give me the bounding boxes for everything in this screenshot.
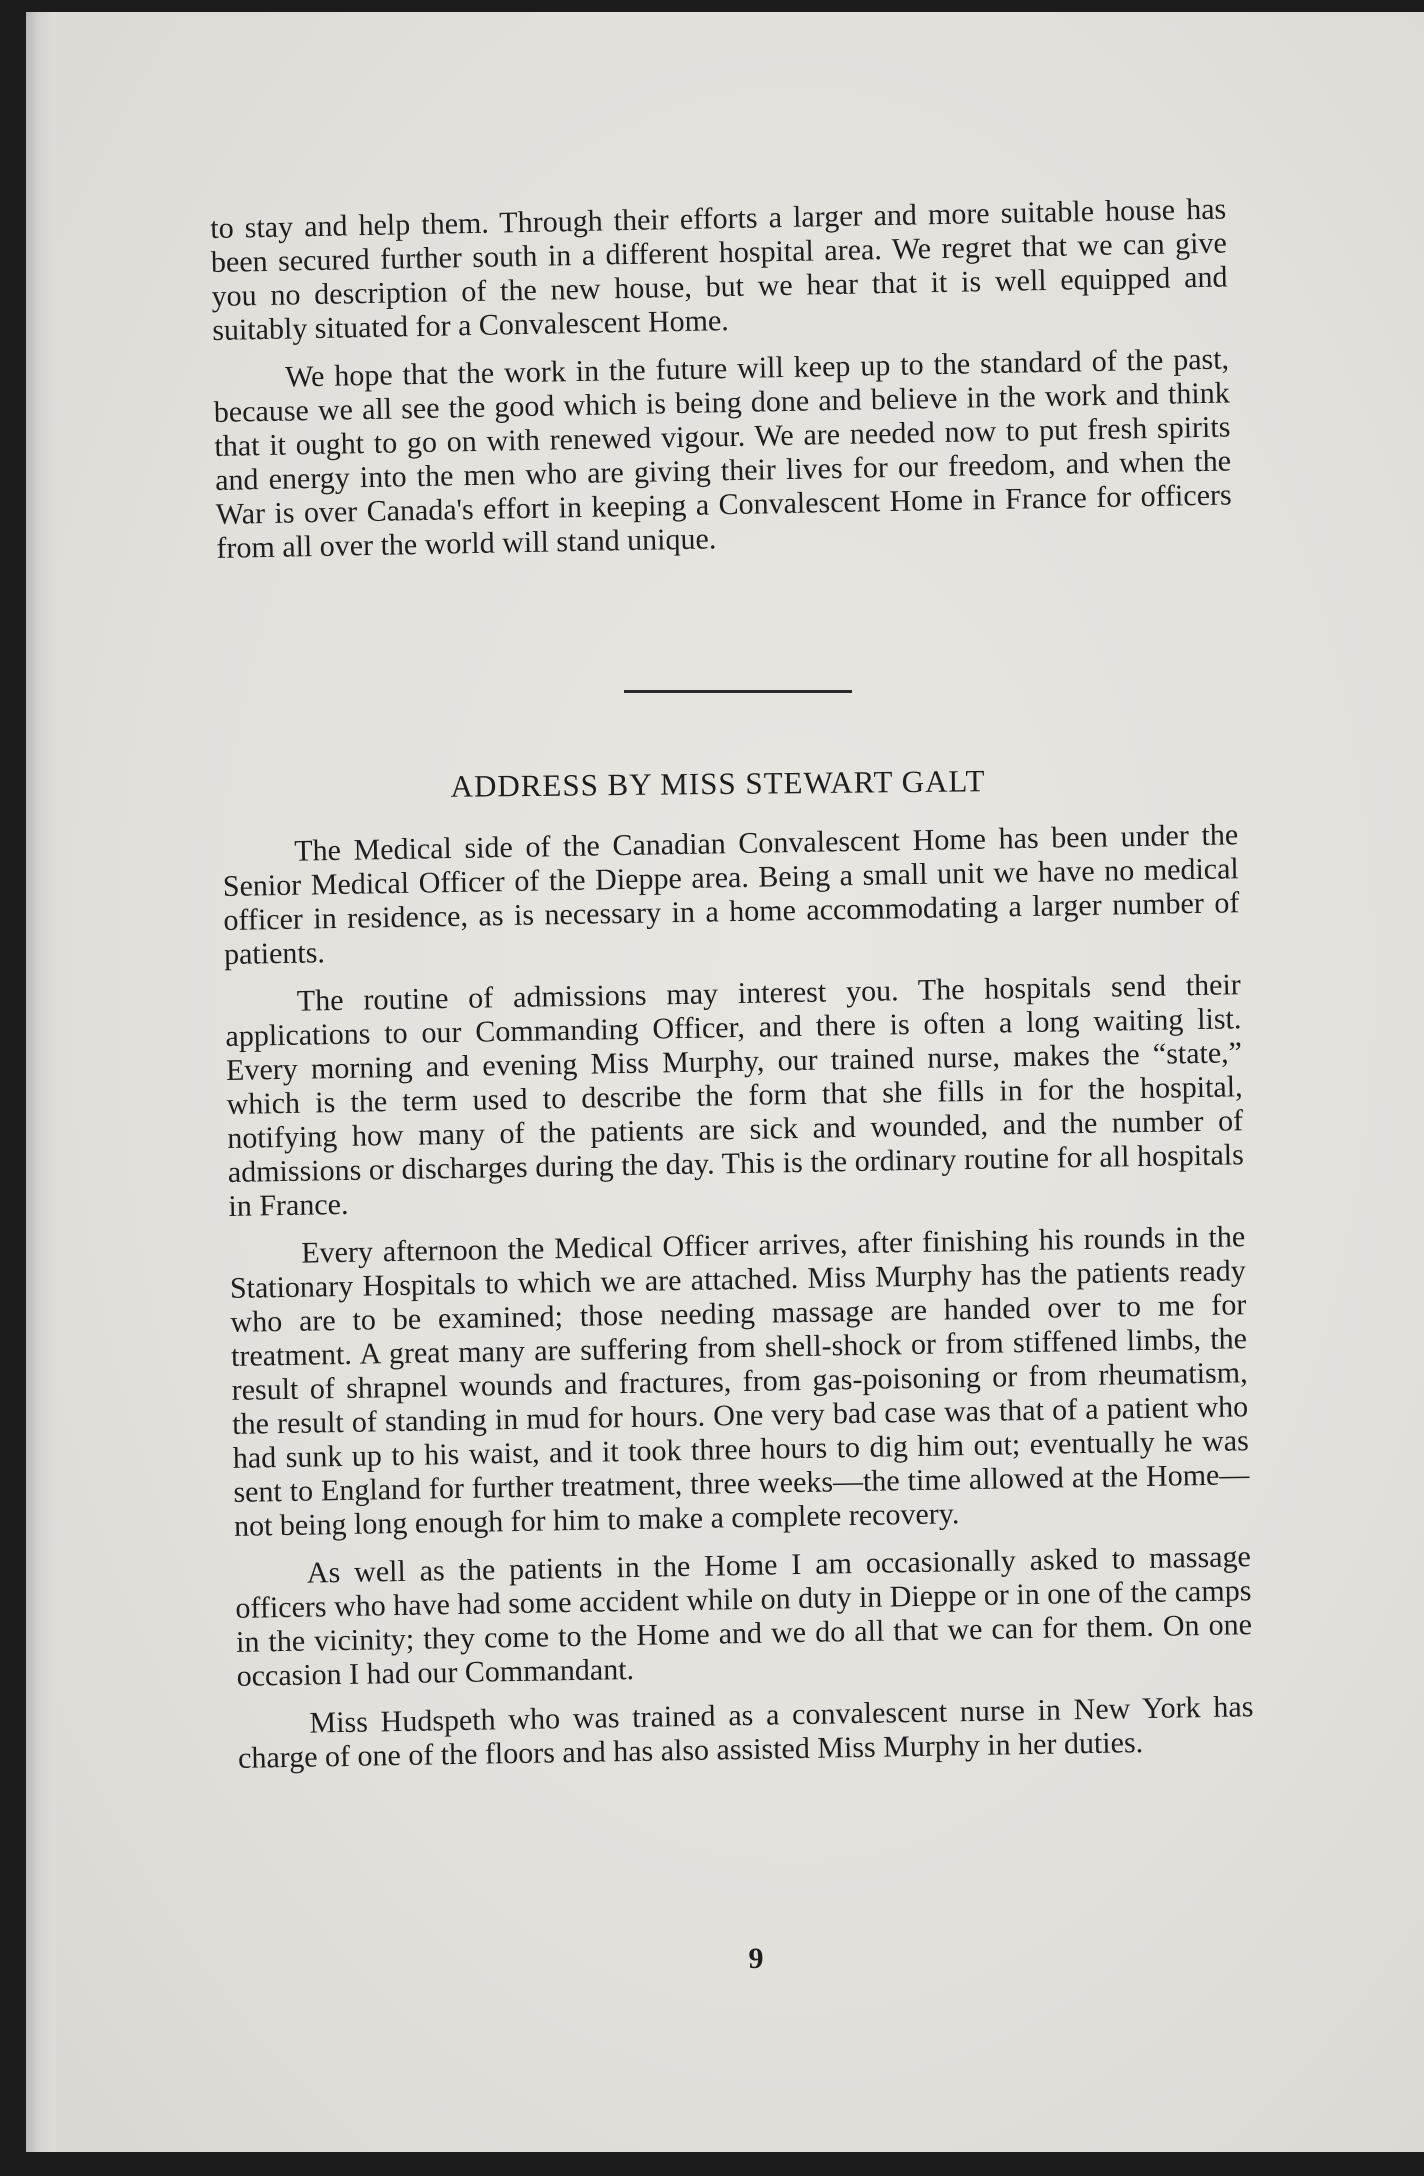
paragraph-future-work: We hope that the work in the future will keep up to the standard of the past, because we all see the good which is being done and believe in the work and think that it ought to go on with renewed vigour. We are needed now to put fresh spirits and energy into the men who are giving their lives for our freedom, and when the War is over Canada's effort in keeping a Convalescent Home in France for officers from all over the world will stand unique. bbox=[213, 342, 1232, 565]
paragraph-medical-side: The Medical side of the Canadian Convalescent Home has been under the Senior Medical Officer of the Dieppe area. Being a small unit we have no medical officer in residence, as is necessary in a home accommodating a larger number of patients. bbox=[222, 818, 1240, 971]
book-page bbox=[26, 12, 1424, 2152]
page-spine-shadow bbox=[26, 12, 56, 2152]
paragraph-miss-hudspeth: Miss Hudspeth who was trained as a convalescent nurse in New York has charge of one of the floors and has also assisted Miss Murphy in her duties. bbox=[237, 1690, 1254, 1775]
paragraph-afternoon-rounds: Every afternoon the Medical Officer arrives, after finishing his rounds in the Stationary Hospitals to which we are attached. Miss Murphy has the patients ready who are to be examined; those needing massage are handed over to me for treatment. A great many are suffering from shell-shock or from stiffened limbs, the result of shrapnel wounds and fractures, from gas-poisoning or from rheumatism, the result of standing in mud for hours. One very bad case was that of a patient who had sunk up to his waist, and it took three hours to dig him out; eventually he was sent to England for further treatment, three weeks—the time allowed at the Home—not being long enough for him to make a complete recovery. bbox=[229, 1220, 1250, 1543]
continued-text-section bbox=[210, 192, 1233, 579]
paragraph-massage-officers: As well as the patients in the Home I am occasionally asked to massage officers who have had some accident while on duty in Dieppe or in one of the camps in the vicinity; they come to the Home and we do all that we can for them. On one occasion I had our Commandant. bbox=[235, 1540, 1253, 1693]
section-divider bbox=[624, 690, 852, 693]
page-number: 9 bbox=[748, 1942, 764, 1975]
address-text-section bbox=[222, 818, 1254, 1790]
paragraph-continued: to stay and help them. Through their efforts a larger and more suitable house has been secured further south in a different hospital area. We regret that we can give you no description of the new house, but we hear that it is well equipped and suitably situated for a Convalescent Home. bbox=[210, 192, 1228, 347]
paragraph-routine-admissions: The routine of admissions may interest you. The hospitals send their applications to our Commanding Officer, and there is often a long waiting list. Every morning and evening Miss Murphy, our trained nurse, makes the “state,” which is the term used to describe the form that she fills in for the hospital, notifying how many of the patients are sick and wounded, and the number of admissions or discharges during the day. This is the ordinary routine for all hospitals in France. bbox=[225, 968, 1245, 1223]
section-heading: ADDRESS BY MISS STEWART GALT bbox=[450, 763, 986, 804]
